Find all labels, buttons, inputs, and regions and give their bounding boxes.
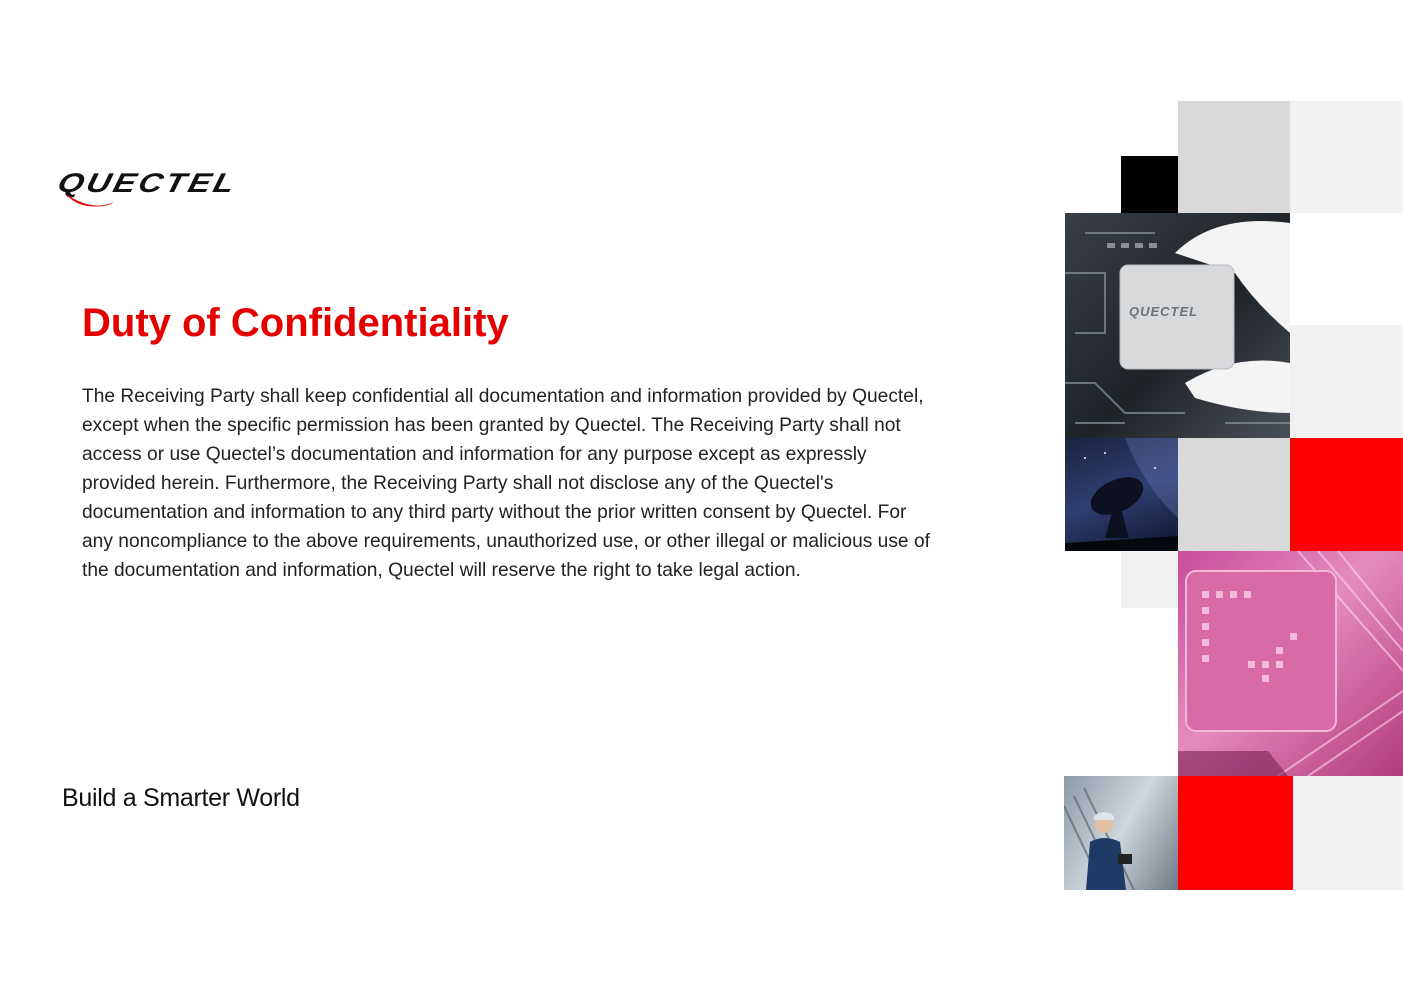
chip-photo	[1065, 213, 1290, 438]
satellite-dish-image	[1065, 438, 1178, 551]
pink-circuit-image	[1178, 551, 1403, 776]
tile-light-gray	[1178, 101, 1290, 213]
logo-wordmark: QUECTEL	[54, 167, 241, 198]
tile-pale-gray-4	[1293, 776, 1403, 890]
tile-pale-gray-2	[1290, 325, 1403, 438]
circuit-board-image	[1065, 213, 1290, 438]
confidentiality-paragraph: The Receiving Party shall keep confidential all documentation and information provided by Quectel, except when the specific permission has been granted by Quectel. The Receiving Party shall not access or use Quectel’s documentation and information for any purpose except as expressly provided herein. Furthermore, the Receiving Party shall not disclose any of the Quectel's documentation and information to any third party without the prior written consent by Quectel. For any noncompliance to the above requirements, unauthorized use, or other illegal or malicious use of the documentation and information, Quectel will reserve the right to take legal action.	[82, 386, 930, 581]
satellite-dish-photo	[1065, 438, 1178, 551]
pink-chip-photo	[1178, 551, 1403, 776]
slogan: Build a Smarter World	[62, 784, 300, 812]
page-title: Duty of Confidentiality	[82, 301, 509, 345]
logo-swoosh-icon	[62, 168, 317, 210]
worker-photo	[1064, 776, 1178, 890]
tile-pale-gray-3	[1121, 551, 1178, 608]
tile-red-2	[1178, 776, 1293, 890]
tile-light-gray-2	[1178, 438, 1290, 551]
tile-red	[1290, 438, 1403, 551]
tile-black	[1121, 156, 1178, 213]
quectel-logo	[54, 167, 317, 210]
tile-pale-gray	[1290, 101, 1403, 213]
engineer-image	[1064, 776, 1178, 890]
chip-label: QUECTEL	[1129, 304, 1199, 319]
